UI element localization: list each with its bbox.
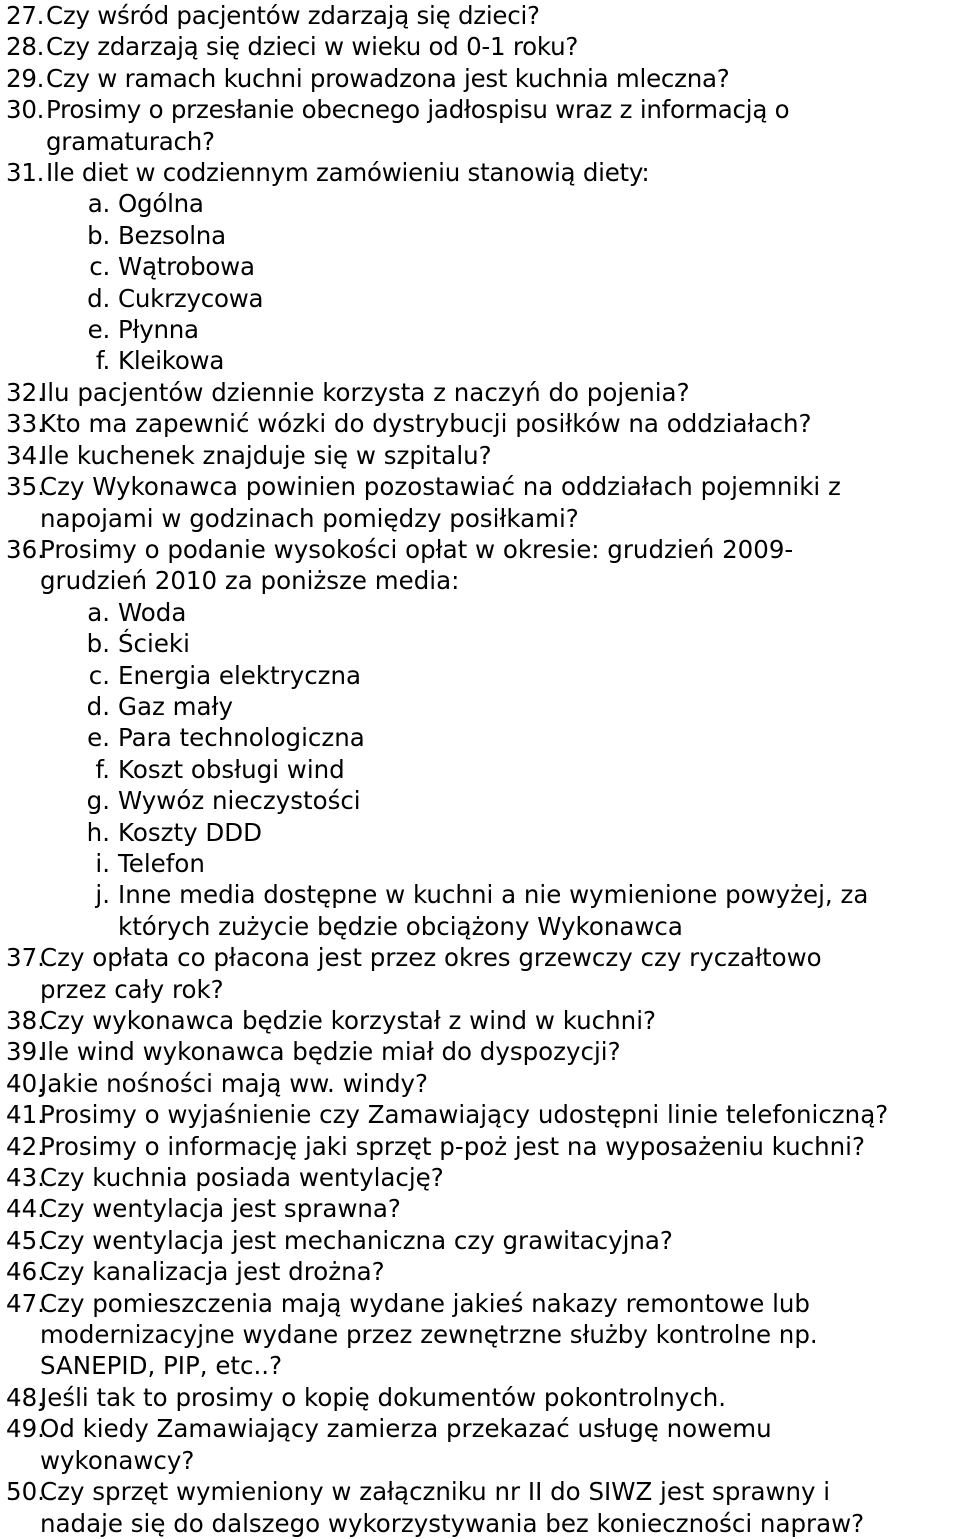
question-item [0, 1413, 960, 1476]
question-text: Czy kuchnia posiada wentylację? [40, 1163, 444, 1193]
question-text: modernizacyjne wydane przez zewnętrzne służby kontrolne np. [40, 1320, 818, 1350]
question-text: Jakie nośności mają ww. windy? [40, 1068, 429, 1098]
question-text: Ilu pacjentów dziennie korzysta z naczyń do pojenia? [40, 377, 690, 407]
question-text: SANEPID, PIP, etc..? [40, 1351, 283, 1381]
diet-list [0, 188, 960, 376]
sub-item-text: Energia elektryczna [118, 660, 362, 690]
sub-item-letter: j. [95, 880, 110, 910]
question-item [0, 408, 960, 439]
question-number: 40. [6, 1068, 45, 1098]
question-text: Czy wentylacja jest mechaniczna czy grawitacyjna? [40, 1225, 673, 1255]
sub-item-text: Cukrzycowa [118, 283, 264, 313]
sub-item [0, 251, 960, 282]
question-text: Ile kuchenek znajduje się w szpitalu? [40, 440, 492, 470]
question-text: Czy wśród pacjentów zdarzają się dzieci? [46, 1, 540, 30]
sub-item-text: Ogólna [118, 189, 204, 219]
sub-item [0, 817, 960, 848]
sub-item [0, 628, 960, 659]
question-text: Jeśli tak to prosimy o kopię dokumentów pokontrolnych. [40, 1382, 727, 1412]
question-text: Prosimy o wyjaśnienie czy Zamawiający udostępni linie telefoniczną? [40, 1100, 889, 1130]
question-number: 30. [6, 95, 45, 125]
question-text: Czy zdarzają się dzieci w wieku od 0-1 roku? [46, 32, 579, 62]
question-text: Prosimy o podanie wysokości opłat w okresie: grudzień 2009- [40, 534, 794, 564]
sub-item-letter: b. [87, 220, 110, 250]
question-item [0, 1005, 960, 1036]
sub-item-text: Inne media dostępne w kuchni a nie wymienione powyżej, za [118, 880, 869, 910]
sub-item [0, 220, 960, 251]
question-text: wykonawcy? [40, 1445, 195, 1475]
question-item [0, 534, 960, 597]
question-text: grudzień 2010 za poniższe media: [40, 566, 460, 596]
question-text: Czy w ramach kuchni prowadzona jest kuchnia mleczna? [46, 63, 730, 93]
question-item [0, 1476, 960, 1539]
sub-item [0, 691, 960, 722]
question-text: przez cały rok? [40, 974, 224, 1004]
sub-item-text: Woda [118, 597, 187, 627]
question-item [0, 63, 960, 94]
sub-item [0, 754, 960, 785]
question-number: 33. [6, 409, 45, 439]
question-number: 49. [6, 1414, 45, 1444]
question-item [0, 1068, 960, 1099]
question-number: 28. [6, 32, 45, 62]
question-number: 47. [6, 1288, 45, 1318]
question-number: 44. [6, 1194, 45, 1224]
sub-item-text: Bezsolna [118, 220, 226, 250]
sub-item-text: Para technologiczna [118, 723, 365, 753]
sub-item [0, 188, 960, 219]
sub-item [0, 848, 960, 879]
sub-item-text: Ścieki [118, 629, 190, 659]
question-number: 39. [6, 1037, 45, 1067]
sub-item [0, 283, 960, 314]
sub-item-text: Kleikowa [118, 346, 225, 376]
sub-item-text: Wywóz nieczystości [118, 786, 361, 816]
sub-item-letter: g. [86, 786, 110, 816]
question-item [0, 1193, 960, 1224]
question-number: 34. [6, 440, 45, 470]
question-text: napojami w godzinach pomiędzy posiłkami? [40, 503, 579, 533]
sub-item-text: Gaz mały [118, 691, 233, 721]
question-item [0, 1036, 960, 1067]
sub-item-letter: c. [88, 660, 110, 690]
question-number: 37. [6, 943, 45, 973]
sub-item-text: Koszty DDD [118, 817, 262, 847]
question-text: Czy pomieszczenia mają wydane jakieś nakazy remontowe lub [40, 1288, 810, 1318]
sub-item-letter: a. [87, 597, 110, 627]
question-item [0, 0, 960, 31]
question-text: Od kiedy Zamawiający zamierza przekazać usługę nowemu [40, 1414, 772, 1444]
question-item [0, 942, 960, 1005]
question-item [0, 440, 960, 471]
question-item [0, 1382, 960, 1413]
sub-item-letter: d. [87, 283, 110, 313]
sub-item-letter: d. [86, 691, 110, 721]
sub-item-text: Płynna [118, 315, 199, 345]
question-text: Ile diet w codziennym zamówieniu stanowią diety: [46, 158, 650, 188]
question-number: 41. [6, 1100, 45, 1130]
question-number: 31. [6, 158, 45, 188]
sub-item [0, 345, 960, 376]
sub-item-letter: a. [87, 189, 110, 219]
question-text: Czy kanalizacja jest drożna? [40, 1257, 385, 1287]
question-number: 29. [6, 63, 45, 93]
question-text: nadaje się do dalszego wykorzystywania bez konieczności napraw? [40, 1508, 865, 1538]
sub-item-letter: f. [95, 754, 110, 784]
question-number: 27. [6, 1, 45, 30]
sub-item-letter: e. [87, 315, 110, 345]
question-item [0, 157, 960, 188]
question-text: Czy opłata co płacona jest przez okres grzewczy czy ryczałtowo [40, 943, 822, 973]
question-text: Prosimy o przesłanie obecnego jadłospisu wraz z informacją o [46, 95, 790, 125]
question-item [0, 1288, 960, 1382]
question-list-32-36 [0, 377, 960, 597]
question-item [0, 1225, 960, 1256]
question-number: 35. [6, 472, 45, 502]
question-number: 48. [6, 1382, 45, 1412]
sub-item [0, 879, 960, 942]
question-number: 50. [6, 1477, 45, 1507]
sub-item-letter: c. [89, 252, 110, 282]
media-list [0, 597, 960, 942]
sub-item [0, 314, 960, 345]
sub-item [0, 722, 960, 753]
question-number: 38. [6, 1006, 45, 1035]
sub-item [0, 660, 960, 691]
question-number: 45. [6, 1225, 45, 1255]
question-number: 46. [6, 1257, 45, 1287]
sub-item-letter: b. [86, 629, 110, 659]
sub-item-text: Koszt obsługi wind [118, 754, 345, 784]
question-item [0, 31, 960, 62]
sub-item-text: których zużycie będzie obciążony Wykonawca [118, 911, 683, 941]
question-text: Ile wind wykonawca będzie miał do dyspozycji? [40, 1037, 621, 1067]
sub-item-letter: h. [86, 817, 110, 847]
sub-item-text: Telefon [118, 848, 205, 878]
sub-item-letter: f. [95, 346, 110, 376]
sub-item-letter: i. [95, 848, 110, 878]
sub-item-text: Wątrobowa [118, 252, 255, 282]
question-number: 32. [6, 377, 45, 407]
question-text: Czy wentylacja jest sprawna? [40, 1194, 401, 1224]
sub-item [0, 597, 960, 628]
question-text: Czy sprzęt wymieniony w załączniku nr II do SIWZ jest sprawny i [40, 1477, 831, 1507]
question-number: 42. [6, 1131, 45, 1161]
question-text: Kto ma zapewnić wózki do dystrybucji posiłków na oddziałach? [40, 409, 812, 439]
question-item [0, 471, 960, 534]
question-item [0, 1131, 960, 1162]
sub-item [0, 785, 960, 816]
question-text: gramaturach? [46, 126, 215, 156]
question-list-37-50 [0, 942, 960, 1539]
question-item [0, 1162, 960, 1193]
question-number: 36. [6, 534, 45, 564]
question-text: Prosimy o informację jaki sprzęt p-poż jest na wyposażeniu kuchni? [40, 1131, 865, 1161]
question-list-27-31 [0, 0, 960, 188]
question-text: Czy wykonawca będzie korzystał z wind w kuchni? [40, 1006, 657, 1035]
question-item [0, 1099, 960, 1130]
question-item [0, 377, 960, 408]
sub-item-letter: e. [87, 723, 110, 753]
question-item [0, 1256, 960, 1287]
question-number: 43. [6, 1163, 45, 1193]
question-item [0, 94, 960, 157]
question-text: Czy Wykonawca powinien pozostawiać na oddziałach pojemniki z [40, 472, 841, 502]
